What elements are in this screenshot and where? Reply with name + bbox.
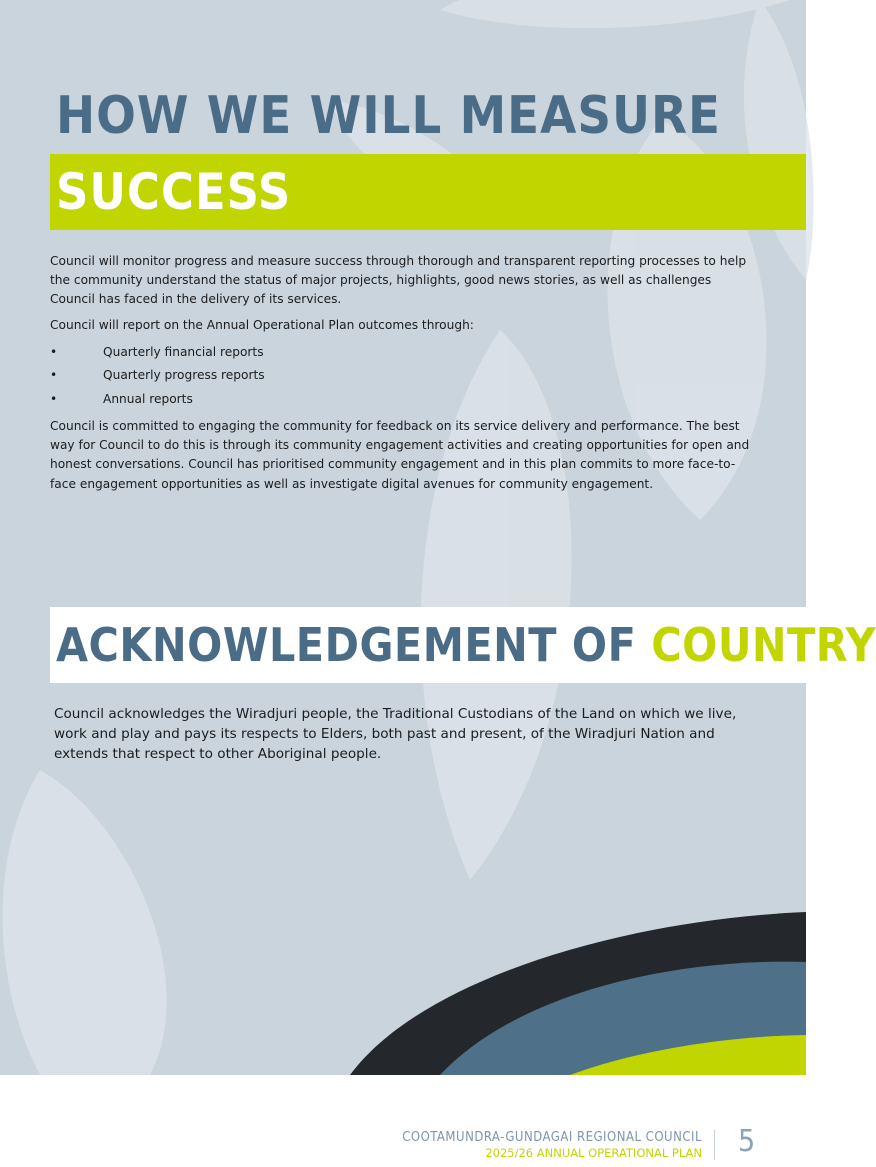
section-title-success: SUCCESS — [56, 163, 292, 221]
list-item — [50, 388, 756, 411]
bullet-icon: • — [50, 344, 58, 359]
list-item-label: Quarterly progress reports — [103, 368, 265, 383]
leaf-shape-right — [744, 0, 814, 280]
leaf-shape-top — [440, 0, 790, 28]
leaf-shape-left — [3, 770, 167, 1075]
acknowledgement-title-band — [50, 607, 876, 683]
list-item — [50, 364, 756, 387]
list-item-label: Annual reports — [103, 391, 193, 406]
acknowledgement-paragraph: Council acknowledges the Wiradjuri people, the Traditional Custodians of the Land on which we live, work and play and pays its respects to Elders, both past and present, of the Wiradjuri Nation and extends that respect to other Aboriginal people. — [54, 706, 737, 762]
body-paragraph: Council will report on the Annual Operational Plan outcomes through: — [50, 317, 474, 332]
bullet-icon: • — [50, 391, 58, 406]
body-paragraph: Council is committed to engaging the community for feedback on its service delivery and performance. The best way for Council to do this is through its community engagement activities and creating opportunities for open and honest conversations. Council has prioritised community engagement and in this plan commits to more face-to-face engagement opportunities as well as investigate digital avenues for community engagement. — [50, 419, 750, 491]
title-part-acknowledgement: ACKNOWLEDGEMENT OF — [56, 618, 652, 672]
footer-divider — [714, 1130, 715, 1160]
bullet-icon: • — [50, 368, 58, 383]
body-paragraph: Council will monitor progress and measure success through thorough and transparent reporting processes to help the community understand the status of major projects, highlights, good news stories, as well as challenges Council has faced in the delivery of its services. — [50, 254, 747, 307]
list-item-label: Quarterly financial reports — [103, 344, 264, 359]
measure-success-body — [50, 252, 756, 500]
report-list — [50, 341, 756, 411]
footer-plan-title: 2025/26 ANNUAL OPERATIONAL PLAN — [485, 1146, 702, 1160]
success-title-band — [50, 154, 806, 230]
section-title-measure: HOW WE WILL MEASURE — [56, 86, 721, 146]
page-number: 5 — [738, 1124, 756, 1159]
section-title-acknowledgement — [56, 615, 876, 675]
footer-organisation-name: COOTAMUNDRA-GUNDAGAI REGIONAL COUNCIL — [402, 1130, 702, 1145]
list-item — [50, 341, 756, 364]
title-part-country: COUNTRY — [651, 618, 876, 672]
